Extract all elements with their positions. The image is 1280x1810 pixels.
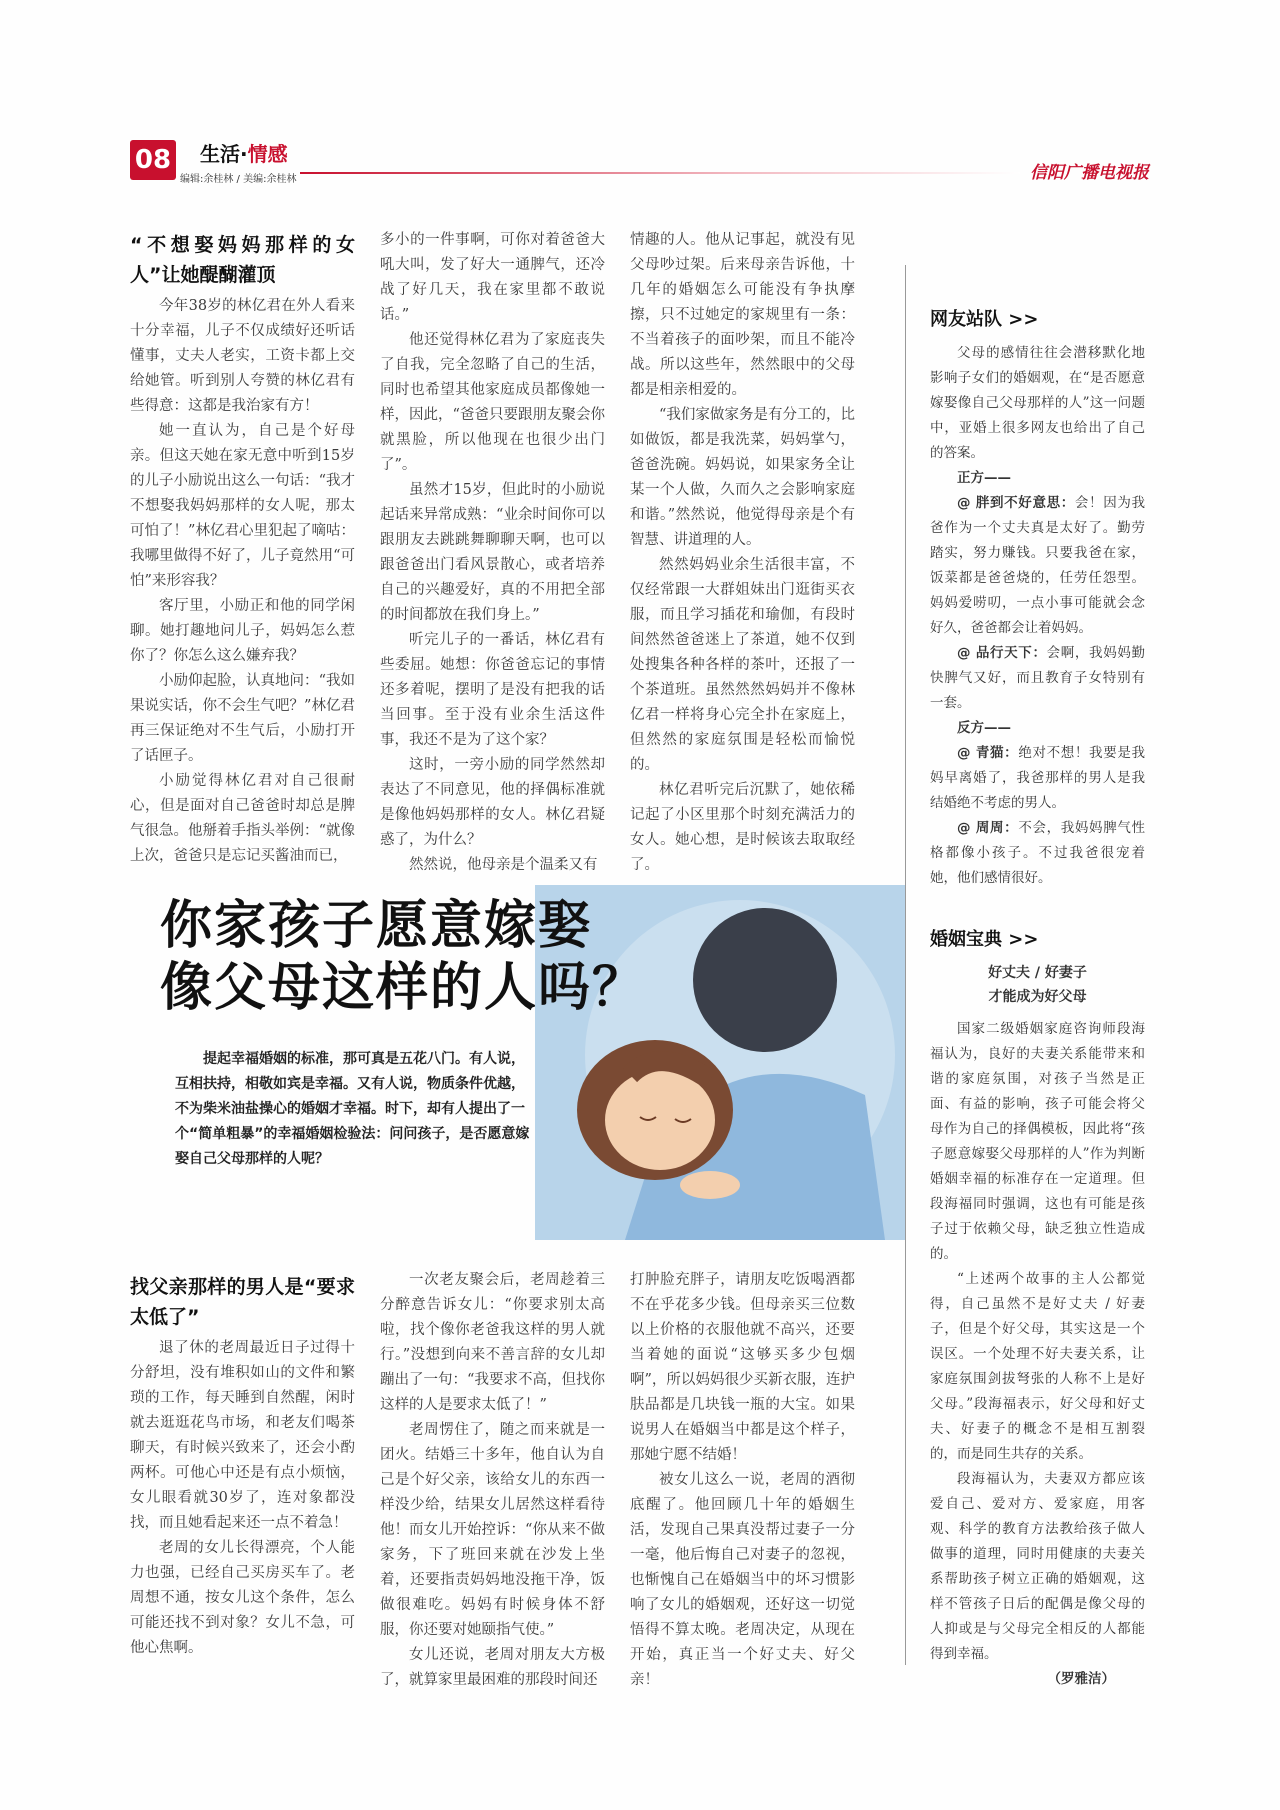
sidebar1-body — [930, 341, 1145, 891]
column-divider — [905, 265, 906, 1665]
banner-intro-text: 提起幸福婚姻的标准，那可真是五花八门。有人说，互相扶持，相敬如宾是幸福。又有人说，物质条件优越，不为柴米油盐操心的婚姻才幸福。时下，却有人提出了一个“简单粗暴”的幸福婚姻检验法：问问孩子，是否愿意嫁娶自己父母那样的人呢？ — [175, 1051, 530, 1167]
sidebar2-p0: 国家二级婚姻家庭咨询师段海福认为，良好的夫妻关系能带来和谐的家庭氛围，对孩子当然是正面、有益的影响，孩子可能会将父母作为自己的择偶模板，因此将“孩子愿意嫁娶父母那样的人”作为判断婚姻幸福的标准存在一定道理。但段海福同时强调，这也有可能是孩子过于依赖父母，缺乏独立性造成的。 — [930, 1021, 1145, 1262]
sidebar1-pro-label: 正方—— — [957, 470, 1011, 486]
sidebar2-p2: 段海福认为，夫妻双方都应该爱自己、爱对方、爱家庭，用客观、科学的教育方法教给孩子做人做事的道理，同时用健康的夫妻关系帮助孩子树立正确的婚姻观，这样不管孩子日后的配偶是像父母的人抑或是与父母完全相反的人都能得到幸福。 — [930, 1471, 1145, 1662]
story2-col3-p0: 被女儿这么一说，老周的酒彻底醒了。他回顾几十年的婚姻生活，发现自己果真没帮过妻子一分一毫，他后悔自己对妻子的忽视，也惭愧自己在婚姻当中的坏习惯影响了女儿的婚姻观，还好这一切觉悟得不算太晚。老周决定，从现在开始，真正当一个好丈夫、好父亲！ — [630, 1472, 855, 1688]
story1-col3-p1: 然然妈妈业余生活很丰富，不仅经常跟一大群姐妹出门逛街买衣服，而且学习插花和瑜伽，有段时间然然爸爸迷上了茶道，她不仅到处搜集各种各样的茶叶，还报了一个茶道班。虽然然然妈妈并不像林亿君一样将身心完全扑在家庭上，但然然的家庭氛围是轻松而愉悦的。 — [630, 557, 855, 773]
sidebar1-con-1: @ 周周：不会，我妈妈脾气性格都像小孩子。不过我爸很宠着她，他们感情很好。 — [930, 820, 1146, 886]
story1-col2-p3: 这时，一旁小励的同学然然却表达了不同意见，他的择偶标准就是像他妈妈那样的女人。林亿君疑惑了，为什么？ — [380, 757, 605, 848]
story2-col1 — [130, 1272, 355, 1661]
sidebar1-pro-0: @ 胖到不好意思：会！因为我爸作为一个丈夫真是太好了。勤劳踏实，努力赚钱。只要我爸在家，饭菜都是爸爸烧的，任劳任怨型。妈妈爱唠叨，一点小事可能就会念好久，爸爸都会让着妈妈。 — [930, 495, 1146, 636]
story1-col2-cont: 多小的一件事啊，可你对着爸爸大吼大叫，发了好大一通脾气，还冷战了好几天，我在家里都不敢说话。” — [380, 232, 605, 323]
story1-title: “不想娶妈妈那样的女人”让她醍醐灌顶 — [130, 234, 355, 286]
page-number-badge: 08 — [130, 140, 176, 180]
story2-col3 — [630, 1268, 855, 1693]
sidebar2-subtitle2: 才能成为好父母 — [988, 989, 1087, 1005]
sidebar-netizens — [930, 305, 1145, 891]
story1-col1-p1: 她一直认为，自己是个好母亲。但这天她在家无意中听到15岁的儿子小励说出这么一句话：“我才不想娶我妈妈那样的女人呢，那太可怕了！”林亿君心里犯起了嘀咕：我哪里做得不好了，儿子竟然用“可怕”来形容我？ — [130, 423, 355, 589]
story2-col1-p0: 退了休的老周最近日子过得十分舒坦，没有堆积如山的文件和繁琐的工作，每天睡到自然醒，闲时就去逛逛花鸟市场，和老友们喝茶聊天，有时候兴致来了，还会小酌两杯。可他心中还是有点小烦恼，女儿眼看就30岁了，连对象都没找，而且她看起来还一点不着急！ — [130, 1340, 355, 1531]
section-main: 生活· — [200, 142, 248, 166]
story2-col1-p1: 老周的女儿长得漂亮，个人能力也强，已经自己买房买车了。老周想不通，按女儿这个条件，怎么可能还找不到对象？女儿不急，可他心焦啊。 — [130, 1540, 355, 1656]
paper-name: 信阳广播电视报 — [1030, 163, 1149, 183]
story2-col2 — [380, 1268, 605, 1693]
story1-col2-p4: 然然说，他母亲是个温柔又有 — [409, 857, 598, 873]
story1-col1-p4: 小励觉得林亿君对自己很耐心，但是面对自己爸爸时却总是脾气很急。他掰着手指头举例：“就像上次，爸爸只是忘记买酱油而已， — [130, 773, 355, 864]
story1-col1-p2: 客厅里，小励正和他的同学闲聊。她打趣地问儿子，妈妈怎么惹你了？你怎么这么嫌弃我？ — [130, 598, 355, 664]
sidebar1-intro: 父母的感情往往会潜移默化地影响子女们的婚姻观，在“是否愿意嫁娶像自己父母那样的人”这一问题中，亚婚上很多网友也给出了自己的答案。 — [930, 345, 1145, 461]
story1-col3 — [630, 228, 855, 878]
sidebar2-byline: （罗雅洁） — [1047, 1671, 1115, 1687]
story1-col2 — [380, 228, 605, 878]
editors-line: 编辑:余桂林 / 美编:余桂林 — [180, 174, 297, 185]
banner-intro — [175, 1047, 535, 1172]
sidebar2-p1: “上述两个故事的主人公都觉得，自己虽然不是好丈夫 / 好妻子，但是个好父母，其实这是一个误区。一个处理不好夫妻关系，让家庭氛围剑拔弩张的人称不上是好父母。”段海福表示，好父母和好丈夫、好妻子的概念不是相互割裂的，而是同生共存的关系。 — [930, 1271, 1145, 1462]
story1-col2-p1: 虽然才15岁，但此时的小励说起话来异常成熟：“业余时间你可以跟朋友去跳跳舞聊聊天啊，也可以跟爸爸出门看风景散心，或者培养自己的兴趣爱好，真的不用把全部的时间都放在我们身上。” — [380, 482, 605, 623]
sidebar1-con-label: 反方—— — [957, 720, 1011, 736]
section-sub: 情感 — [247, 142, 288, 166]
sidebar1-con-0: @ 青猫：绝对不想！我要是我妈早离婚了，我爸那样的男人是我结婚绝不考虑的男人。 — [930, 745, 1146, 811]
sidebar1-pro-1: @ 品行天下：会啊，我妈妈勤快脾气又好，而且教育子女特别有一套。 — [930, 645, 1146, 711]
sidebar2-subtitle1: 好丈夫 / 好妻子 — [988, 965, 1087, 981]
story1-col1 — [130, 230, 355, 869]
banner-title-line2: 像父母这样的人吗？ — [160, 958, 647, 1018]
story1-col2-p0: 他还觉得林亿君为了家庭丧失了自我，完全忽略了自己的生活，同时也希望其他家庭成员都像她一样，因此，“爸爸只要跟朋友聚会你就黑脸，所以他现在也很少出门了”。 — [380, 332, 605, 473]
section-title — [200, 138, 288, 167]
banner-title — [160, 895, 646, 1019]
story1-col3-p0: “我们家做家务是有分工的，比如做饭，都是我洗菜，妈妈掌勺，爸爸洗碗。妈妈说，如果家务全让某一个人做，久而久之会影响家庭和谐。”然然说，他觉得母亲是个有智慧、讲道理的人。 — [630, 407, 855, 548]
story1-col1-p0: 今年38岁的林亿君在外人看来十分幸福，儿子不仅成绩好还听话懂事，丈夫人老实，工资卡都上交给她管。听到别人夸赞的林亿君有些得意：这都是我治家有方！ — [130, 298, 355, 414]
story2-title: 找父亲那样的男人是“要求太低了” — [130, 1276, 355, 1328]
story1-col1-p3: 小励仰起脸，认真地问：“我如果说实话，你不会生气吧？”林亿君再三保证绝对不生气后，小励打开了话匣子。 — [130, 673, 355, 764]
sidebar-marriage-guide — [930, 925, 1145, 1692]
story2-col2-p2: 女儿还说，老周对朋友大方极了，就算家里最困难的那段时间还 — [380, 1647, 605, 1688]
sidebar1-head: 网友站队 >> — [930, 309, 1039, 330]
story2-col2-p0: 一次老友聚会后，老周趁着三分醉意告诉女儿：“你要求别太高啦，找个像你老爸我这样的男人就行。”没想到向来不善言辞的女儿却蹦出了一句：“我要求不高，但找你这样的人是要求太低了！” — [380, 1272, 605, 1413]
sidebar2-head: 婚姻宝典 >> — [930, 929, 1039, 950]
sidebar2-body — [930, 1017, 1145, 1692]
story2-col2-p1: 老周愣住了，随之而来就是一团火。结婚三十多年，他自认为自己是个好父亲，该给女儿的东西一样没少给，结果女儿居然这样看待他！而女儿开始控诉：“你从来不做家务，下了班回来就在沙发上坐着，还要指责妈妈地没拖干净，饭做很难吃。妈妈有时候身体不舒服，你还要对她颐指气使。” — [380, 1422, 605, 1638]
sidebar2-subtitle — [930, 961, 1145, 1009]
story1-col3-cont: 情趣的人。他从记事起，就没有见父母吵过架。后来母亲告诉他，十几年的婚姻怎么可能没有争执摩擦，只不过她定的家规里有一条：不当着孩子的面吵架，而且不能冷战。所以这些年，然然眼中的父母都是相亲相爱的。 — [630, 232, 855, 398]
story2-col3-cont: 打肿脸充胖子，请朋友吃饭喝酒都不在乎花多少钱。但母亲买三位数以上价格的衣服他就不高兴，还要当着她的面说“这够买多少包烟啊”，所以妈妈很少买新衣服，连护肤品都是几块钱一瓶的大宝。如果说男人在婚姻当中都是这个样子，那她宁愿不结婚！ — [630, 1272, 855, 1463]
story1-col3-p2: 林亿君听完后沉默了，她依稀记起了小区里那个时刻充满活力的女人。她心想，是时候该去取取经了。 — [630, 782, 855, 873]
story1-col2-p2: 听完儿子的一番话，林亿君有些委屈。她想：你爸爸忘记的事情还多着呢，摆明了是没有把我的话当回事。至于没有业余生活这件事，我还不是为了这个家？ — [380, 632, 605, 748]
header-rule — [300, 172, 1020, 174]
banner-title-line1: 你家孩子愿意嫁娶 — [160, 896, 593, 956]
